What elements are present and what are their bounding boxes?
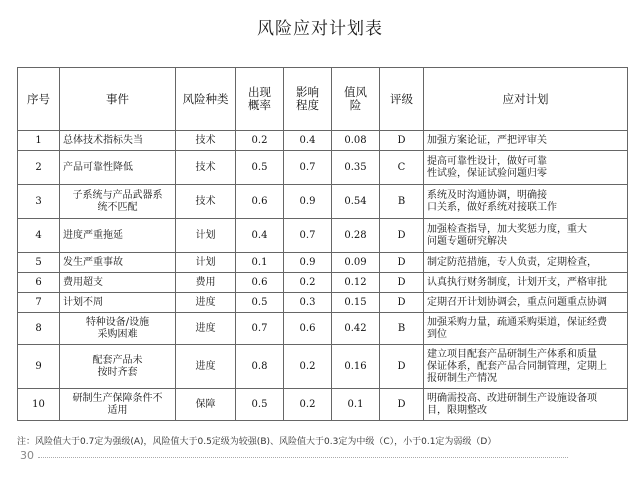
cell-type: 保障 bbox=[176, 389, 236, 421]
cell-grade: D bbox=[380, 389, 424, 421]
cell-grade: D bbox=[380, 345, 424, 389]
cell-probability: 0.5 bbox=[236, 151, 284, 185]
cell-type: 进度 bbox=[176, 345, 236, 389]
table-row bbox=[18, 131, 628, 151]
cell-event: 总体技术指标失当 bbox=[60, 131, 176, 151]
cell-plan: 明确需投高、改进研制生产设施设备项 目，限期整改 bbox=[424, 389, 628, 421]
cell-no: 3 bbox=[18, 185, 60, 219]
table-row bbox=[18, 151, 628, 185]
cell-risk-value: 0.15 bbox=[332, 293, 380, 313]
cell-type: 进度 bbox=[176, 313, 236, 345]
header-impact: 影响 程度 bbox=[284, 68, 332, 131]
header-event: 事件 bbox=[60, 68, 176, 131]
cell-type: 计划 bbox=[176, 253, 236, 273]
cell-plan: 建立项目配套产品研制生产体系和质量 保证体系，配套产品合同制管理，定期上 报研制生产情况 bbox=[424, 345, 628, 389]
table-row bbox=[18, 345, 628, 389]
cell-impact: 0.9 bbox=[284, 185, 332, 219]
cell-plan: 认真执行财务制度，计划开支，严格审批 bbox=[424, 273, 628, 293]
cell-impact: 0.6 bbox=[284, 313, 332, 345]
cell-risk-value: 0.42 bbox=[332, 313, 380, 345]
cell-type: 技术 bbox=[176, 131, 236, 151]
cell-no: 8 bbox=[18, 313, 60, 345]
header-type: 风险种类 bbox=[176, 68, 236, 131]
cell-plan: 提高可靠性设计，做好可靠 性试验，保证试验问题归零 bbox=[424, 151, 628, 185]
cell-plan: 加强采购力量，疏通采购渠道，保证经费 到位 bbox=[424, 313, 628, 345]
cell-event: 发生严重事故 bbox=[60, 253, 176, 273]
cell-probability: 0.2 bbox=[236, 131, 284, 151]
cell-no: 2 bbox=[18, 151, 60, 185]
cell-impact: 0.7 bbox=[284, 151, 332, 185]
header-probability: 出现 概率 bbox=[236, 68, 284, 131]
header-grade: 评级 bbox=[380, 68, 424, 131]
cell-impact: 0.2 bbox=[284, 389, 332, 421]
cell-impact: 0.3 bbox=[284, 293, 332, 313]
cell-event: 特种设备/设施 采购困难 bbox=[60, 313, 176, 345]
cell-no: 7 bbox=[18, 293, 60, 313]
table-row bbox=[18, 219, 628, 253]
page-number: 30 bbox=[20, 449, 34, 462]
cell-grade: B bbox=[380, 185, 424, 219]
cell-risk-value: 0.12 bbox=[332, 273, 380, 293]
cell-type: 技术 bbox=[176, 185, 236, 219]
cell-grade: D bbox=[380, 293, 424, 313]
cell-grade: D bbox=[380, 219, 424, 253]
cell-impact: 0.7 bbox=[284, 219, 332, 253]
table-row bbox=[18, 293, 628, 313]
cell-event: 计划不周 bbox=[60, 293, 176, 313]
table-row bbox=[18, 185, 628, 219]
cell-no: 9 bbox=[18, 345, 60, 389]
cell-impact: 0.4 bbox=[284, 131, 332, 151]
cell-event: 配套产品未 按时齐套 bbox=[60, 345, 176, 389]
cell-probability: 0.6 bbox=[236, 273, 284, 293]
cell-risk-value: 0.54 bbox=[332, 185, 380, 219]
page-title: 风险应对计划表 bbox=[257, 19, 383, 39]
cell-no: 10 bbox=[18, 389, 60, 421]
header-risk-value: 值风 险 bbox=[332, 68, 380, 131]
cell-impact: 0.2 bbox=[284, 345, 332, 389]
cell-risk-value: 0.1 bbox=[332, 389, 380, 421]
cell-grade: B bbox=[380, 313, 424, 345]
footnote: 注：风险值大于0.7定为强级(A)，风险值大于0.5定级为较强(B)、风险值大于0.3定为中级（C），小于0.1定为弱级（D） bbox=[17, 437, 497, 447]
cell-event: 研制生产保障条件不 适用 bbox=[60, 389, 176, 421]
cell-plan: 系统及时沟通协调，明确接 口关系，做好系统对接联工作 bbox=[424, 185, 628, 219]
cell-type: 费用 bbox=[176, 273, 236, 293]
cell-plan: 定期召开计划协调会，重点问题重点协调 bbox=[424, 293, 628, 313]
cell-type: 进度 bbox=[176, 293, 236, 313]
footer-divider bbox=[38, 457, 568, 458]
cell-grade: D bbox=[380, 273, 424, 293]
cell-no: 4 bbox=[18, 219, 60, 253]
cell-risk-value: 0.28 bbox=[332, 219, 380, 253]
header-no: 序号 bbox=[18, 68, 60, 131]
cell-event: 子系统与产品武器系 统不匹配 bbox=[60, 185, 176, 219]
cell-type: 技术 bbox=[176, 151, 236, 185]
header-plan: 应对计划 bbox=[424, 68, 628, 131]
cell-grade: D bbox=[380, 131, 424, 151]
cell-type: 计划 bbox=[176, 219, 236, 253]
cell-risk-value: 0.16 bbox=[332, 345, 380, 389]
cell-plan: 加强方案论证，严把评审关 bbox=[424, 131, 628, 151]
cell-probability: 0.1 bbox=[236, 253, 284, 273]
cell-grade: C bbox=[380, 151, 424, 185]
cell-probability: 0.7 bbox=[236, 313, 284, 345]
cell-probability: 0.6 bbox=[236, 185, 284, 219]
cell-probability: 0.4 bbox=[236, 219, 284, 253]
cell-grade: D bbox=[380, 253, 424, 273]
table-header-row bbox=[18, 68, 628, 131]
cell-plan: 制定防范措施，专人负责，定期检查， bbox=[424, 253, 628, 273]
cell-probability: 0.5 bbox=[236, 293, 284, 313]
cell-risk-value: 0.08 bbox=[332, 131, 380, 151]
cell-impact: 0.9 bbox=[284, 253, 332, 273]
cell-no: 1 bbox=[18, 131, 60, 151]
cell-event: 费用超支 bbox=[60, 273, 176, 293]
cell-event: 进度严重拖延 bbox=[60, 219, 176, 253]
risk-plan-table bbox=[17, 67, 628, 421]
cell-no: 5 bbox=[18, 253, 60, 273]
cell-impact: 0.2 bbox=[284, 273, 332, 293]
table-row bbox=[18, 273, 628, 293]
table-row bbox=[18, 313, 628, 345]
cell-probability: 0.5 bbox=[236, 389, 284, 421]
cell-risk-value: 0.09 bbox=[332, 253, 380, 273]
table-row bbox=[18, 389, 628, 421]
cell-event: 产品可靠性降低 bbox=[60, 151, 176, 185]
cell-no: 6 bbox=[18, 273, 60, 293]
cell-risk-value: 0.35 bbox=[332, 151, 380, 185]
cell-probability: 0.8 bbox=[236, 345, 284, 389]
table-row bbox=[18, 253, 628, 273]
cell-plan: 加强检查指导，加大奖惩力度，重大 问题专题研究解决 bbox=[424, 219, 628, 253]
